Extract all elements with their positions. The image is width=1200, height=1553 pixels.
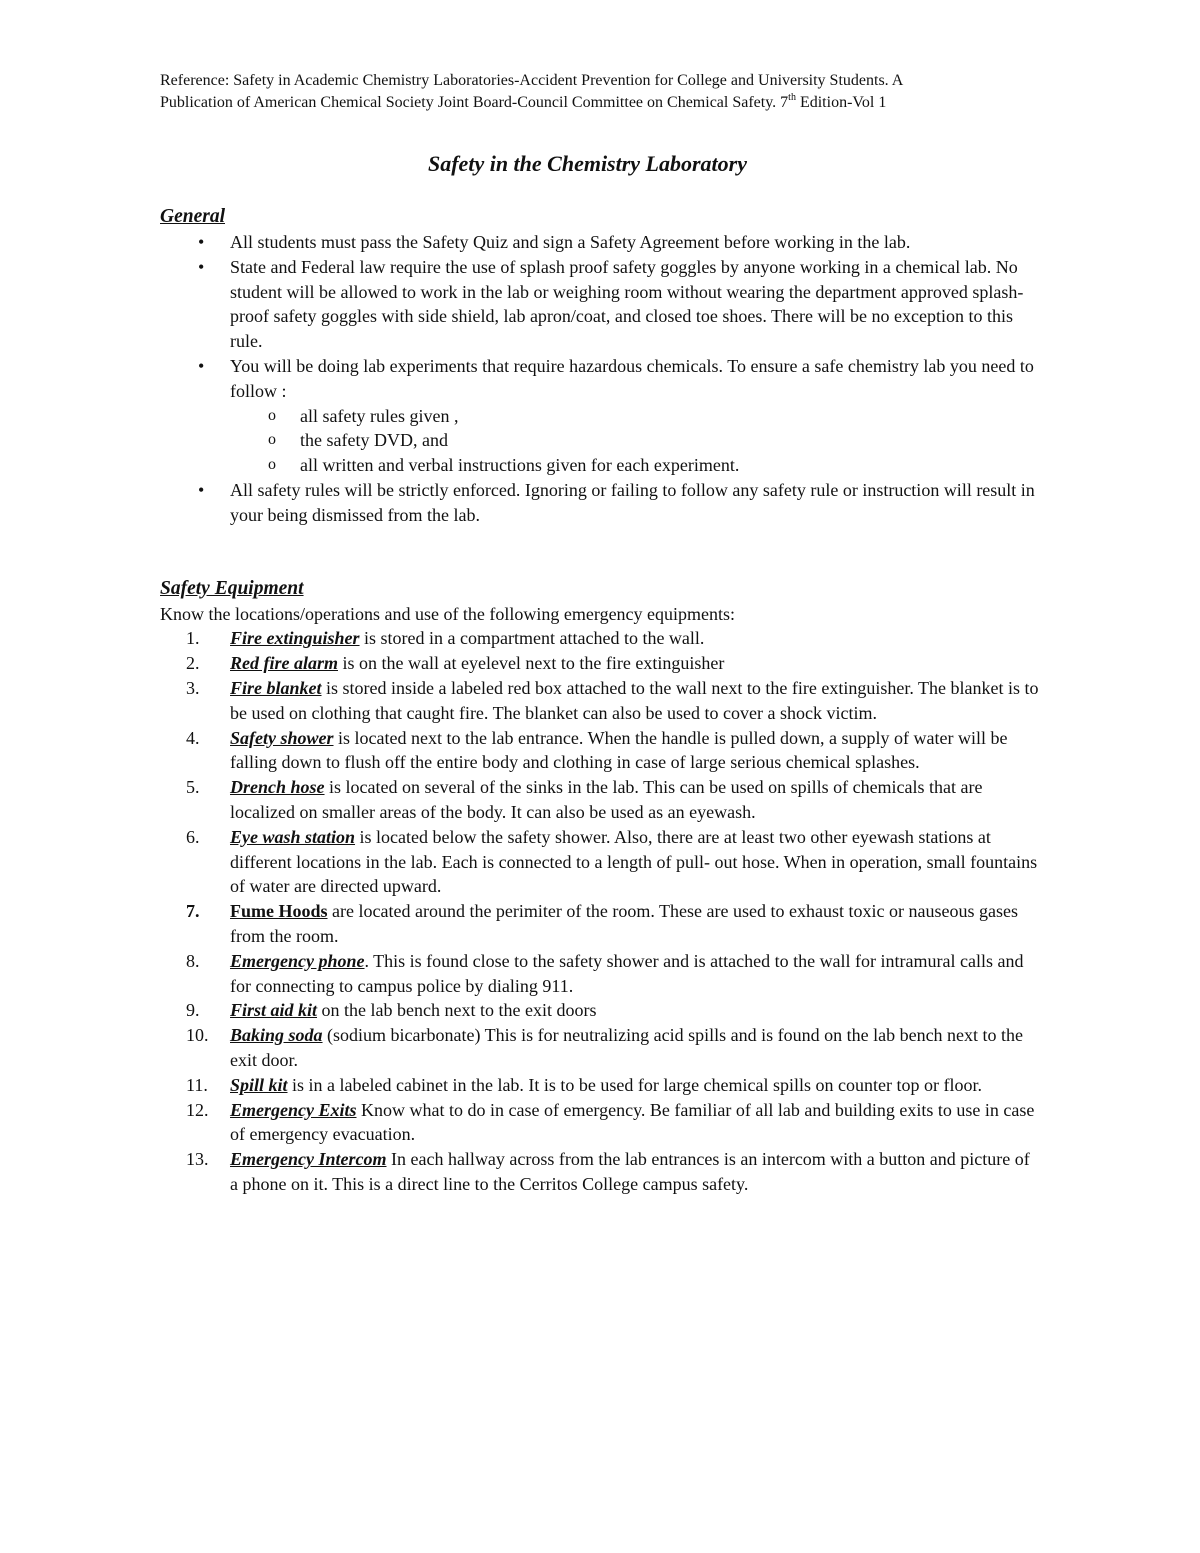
equipment-term: First aid kit <box>230 1000 318 1021</box>
equipment-term: Emergency phone <box>230 950 365 971</box>
bullet-marker: • <box>198 479 205 500</box>
equipment-term: Red fire alarm <box>230 653 338 674</box>
equipment-item <box>160 949 1040 999</box>
item-number: 9. <box>186 1000 200 1021</box>
sub-bullet-text: all safety rules given , <box>300 405 459 426</box>
equipment-term: Fume Hoods <box>230 901 328 922</box>
item-number: 10. <box>186 1025 209 1046</box>
equipment-description: In each hallway across from the lab entrances is an intercom with a button and picture of a phone on it. This is a direct line to the Cerritos College campus safety. <box>230 1149 1030 1194</box>
bullet-item <box>160 354 1040 478</box>
equipment-description: is located next to the lab entrance. When the handle is pulled down, a supply of water will be falling down to flush off the entire body and clothing in case of large serious chemical splashes. <box>230 727 1008 773</box>
equipment-term: Emergency Intercom <box>230 1149 387 1170</box>
equipment-description: is stored in a compartment attached to the wall. <box>359 628 705 649</box>
equipment-term: Safety shower <box>230 727 334 748</box>
item-number: 1. <box>186 628 200 649</box>
sub-bullet-list <box>160 404 1040 478</box>
equipment-term: Drench hose <box>230 777 325 798</box>
equipment-description: is stored inside a labeled red box attached to the wall next to the fire extinguisher. The blanket is to be used on clothing that caught fire. The blanket can also be used to cover a shock victim. <box>230 677 1039 723</box>
safety-equipment-intro: Know the locations/operations and use of the following emergency equipments: <box>160 603 736 624</box>
equipment-description: is located on several of the sinks in the lab. This can be used on spills of chemicals that are localized on smaller areas of the body. It can also be used as an eyewash. <box>230 777 983 822</box>
bullet-text: You will be doing lab experiments that require hazardous chemicals. To ensure a safe chemistry lab you need to follow : <box>230 355 1034 401</box>
bullet-marker: • <box>198 256 205 277</box>
safety-equipment-heading: Safety Equipment <box>160 577 304 599</box>
equipment-term: Fire blanket <box>230 677 322 698</box>
equipment-description: are located around the perimiter of the room. These are used to exhaust toxic or nauseous gases from the room. <box>230 901 1018 946</box>
section-spacer <box>160 528 1040 576</box>
equipment-description: Know what to do in case of emergency. Be familiar of all lab and building exits to use in case of emergency evacuation. <box>230 1099 1035 1145</box>
general-section <box>160 204 1040 528</box>
equipment-description: . This is found close to the safety shower and is attached to the wall for intramural calls and for connecting to campus police by dialing 911. <box>230 950 1024 996</box>
equipment-item <box>160 676 1040 726</box>
equipment-item <box>160 899 1040 949</box>
equipment-description: is on the wall at eyelevel next to the fire extinguisher <box>338 653 725 674</box>
item-number: 11. <box>186 1074 208 1095</box>
equipment-item <box>160 1073 1040 1098</box>
sub-bullet-item <box>160 428 1040 453</box>
equipment-item <box>160 1023 1040 1073</box>
sub-bullet-marker: o <box>268 431 276 449</box>
sub-bullet-text: all written and verbal instructions given for each experiment. <box>300 455 740 476</box>
sub-bullet-item <box>160 404 1040 429</box>
reference-line-2-end: Edition-Vol 1 <box>795 94 887 111</box>
equipment-item <box>160 998 1040 1023</box>
safety-equipment-section <box>160 576 1040 1197</box>
bullet-marker: • <box>198 355 205 376</box>
item-number: 2. <box>186 653 200 674</box>
bullet-marker: • <box>198 232 205 252</box>
bullet-item <box>160 255 1040 354</box>
item-number: 4. <box>186 727 200 748</box>
equipment-item <box>160 626 1040 651</box>
item-number: 3. <box>186 677 200 698</box>
bullet-item <box>160 230 1040 255</box>
document-title: Safety in the Chemistry Laboratory <box>428 151 747 176</box>
equipment-item <box>160 651 1040 676</box>
equipment-item <box>160 775 1040 825</box>
equipment-description: is in a labeled cabinet in the lab. It is to be used for large chemical spills on counter top or floor. <box>287 1074 982 1095</box>
equipment-item <box>160 1147 1040 1197</box>
equipment-description: is located below the safety shower. Also, there are at least two other eyewash stations at different locations in the lab. Each is connected to a length of pull- out hose. When in operation, small fountains of water are directed upward. <box>230 826 1038 897</box>
reference-line-1: Reference: Safety in Academic Chemistry Laboratories-Accident Prevention for College and University Students. A <box>160 72 904 89</box>
equipment-item <box>160 825 1040 899</box>
equipment-term: Eye wash station <box>230 826 356 847</box>
sub-bullet-marker: o <box>268 456 276 474</box>
item-number: 7. <box>186 901 200 922</box>
equipment-term: Spill kit <box>230 1074 288 1095</box>
equipment-description: on the lab bench next to the exit doors <box>317 1000 597 1021</box>
equipment-term: Emergency Exits <box>230 1099 357 1120</box>
reference-citation <box>160 70 990 114</box>
item-number: 8. <box>186 950 200 971</box>
equipment-term: Fire extinguisher <box>230 628 360 649</box>
equipment-list <box>160 626 1040 1196</box>
bullet-text: All safety rules will be strictly enforced. Ignoring or failing to follow any safety rule or instruction will result in your being dismissed from the lab. <box>230 479 1035 525</box>
document-page <box>160 70 1040 1197</box>
item-number: 5. <box>186 777 200 798</box>
bullet-item <box>160 478 1040 528</box>
item-number: 13. <box>186 1149 209 1170</box>
equipment-item <box>160 1098 1040 1148</box>
sub-bullet-marker: o <box>268 406 276 424</box>
reference-line-2: Publication of American Chemical Society Joint Board-Council Committee on Chemical Safety. 7 <box>160 94 789 111</box>
equipment-term: Baking soda <box>230 1025 323 1046</box>
general-bullet-list <box>160 230 1040 528</box>
item-number: 6. <box>186 826 200 847</box>
equipment-description: (sodium bicarbonate) This is for neutralizing acid spills and is found on the lab bench next to the exit door. <box>230 1025 1024 1070</box>
bullet-text: State and Federal law require the use of splash proof safety goggles by anyone working in a chemical lab. No student will be allowed to work in the lab or weighing room without wearing the department approved splash-proof safety goggles with side shield, lab apron/coat, and closed toe shoes. There will be no exception to this rule. <box>230 256 1024 352</box>
equipment-item <box>160 726 1040 776</box>
general-heading: General <box>160 206 225 227</box>
sub-bullet-text: the safety DVD, and <box>300 430 448 451</box>
reference-edition-superscript: th <box>788 91 796 103</box>
item-number: 12. <box>186 1099 209 1120</box>
sub-bullet-item <box>160 453 1040 478</box>
bullet-text: All students must pass the Safety Quiz and sign a Safety Agreement before working in the lab. <box>230 232 911 252</box>
